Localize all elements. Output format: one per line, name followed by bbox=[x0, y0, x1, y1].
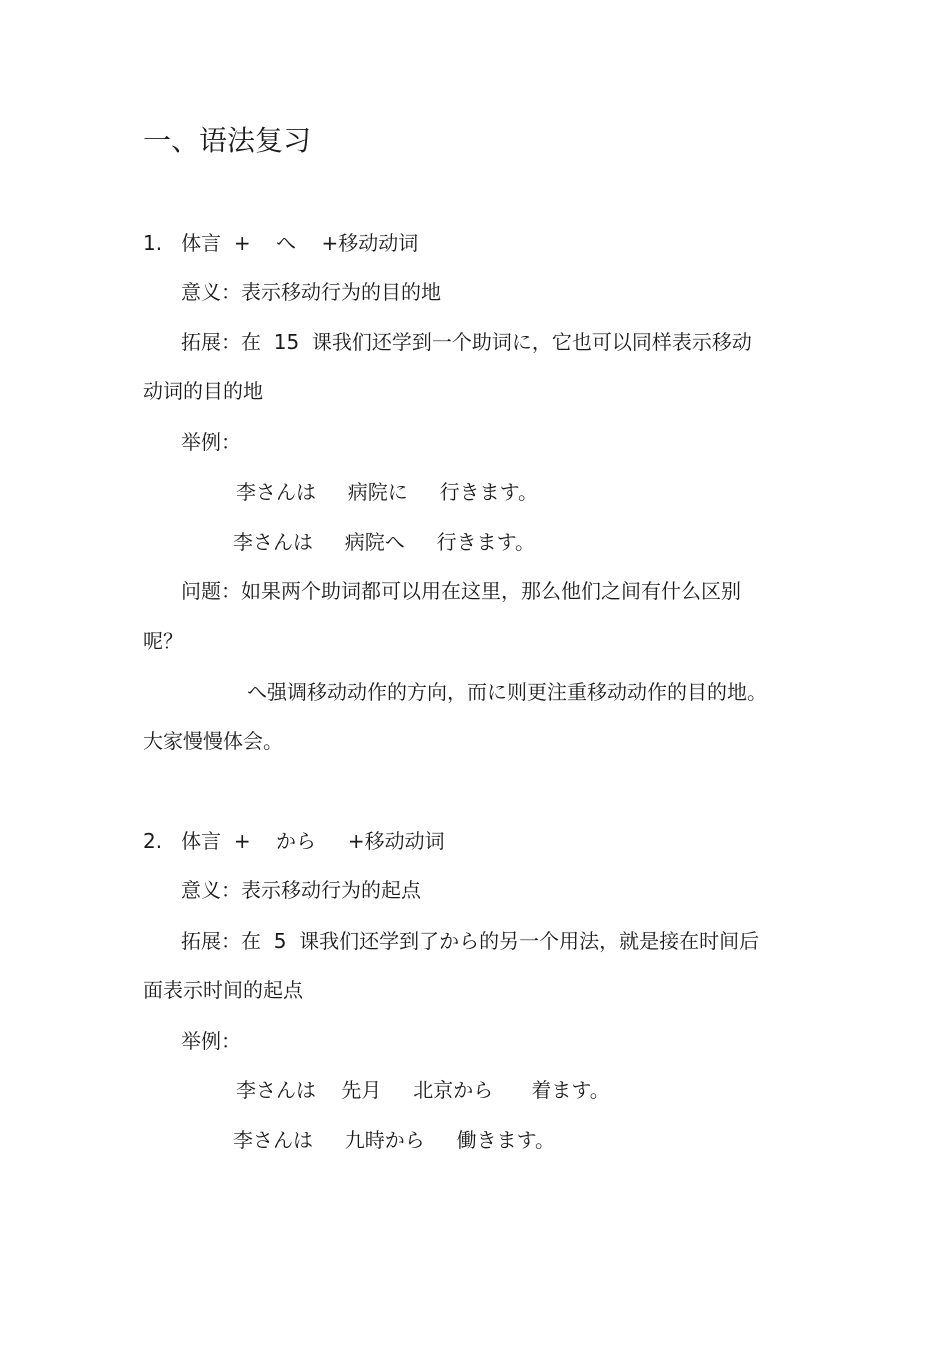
section1-heading: 1. 体言 + へ +移动动词 bbox=[143, 231, 419, 255]
section2-expansion-line1: 拓展：在 5 课我们还学到了から的另一个用法，就是接在时间后 bbox=[181, 929, 760, 953]
section1-meaning: 意义：表示移动行为的目的地 bbox=[181, 280, 441, 304]
section1-example2: 李さんは 病院へ 行きます。 bbox=[233, 530, 535, 554]
section1-answer-line2: 大家慢慢体会。 bbox=[143, 729, 283, 753]
section1-question-line2: 呢？ bbox=[143, 629, 183, 653]
section1-expansion-line2: 动词的目的地 bbox=[143, 379, 263, 403]
section1-answer-line1: へ强调移动动作的方向，而に则更注重移动动作的目的地。 bbox=[247, 680, 767, 704]
section2-example-label: 举例： bbox=[181, 1029, 241, 1053]
section1-example1: 李さんは 病院に 行きます。 bbox=[236, 480, 538, 504]
section1-example-label: 举例： bbox=[181, 430, 241, 454]
section2-expansion-line2: 面表示时间的起点 bbox=[143, 978, 303, 1002]
section2-example1: 李さんは 先月 北京から 着ます。 bbox=[236, 1078, 610, 1102]
section1-expansion-line1: 拓展：在 15 课我们还学到一个助词に，它也可以同样表示移动 bbox=[181, 330, 752, 354]
section1-question-line1: 问题：如果两个助词都可以用在这里，那么他们之间有什么区别 bbox=[181, 579, 741, 603]
section2-meaning: 意义：表示移动行为的起点 bbox=[181, 878, 421, 902]
section2-example2: 李さんは 九時から 働きます。 bbox=[233, 1128, 555, 1152]
section2-heading: 2. 体言 + から +移动动词 bbox=[143, 829, 445, 853]
page-title: 一、语法复习 bbox=[143, 124, 312, 157]
